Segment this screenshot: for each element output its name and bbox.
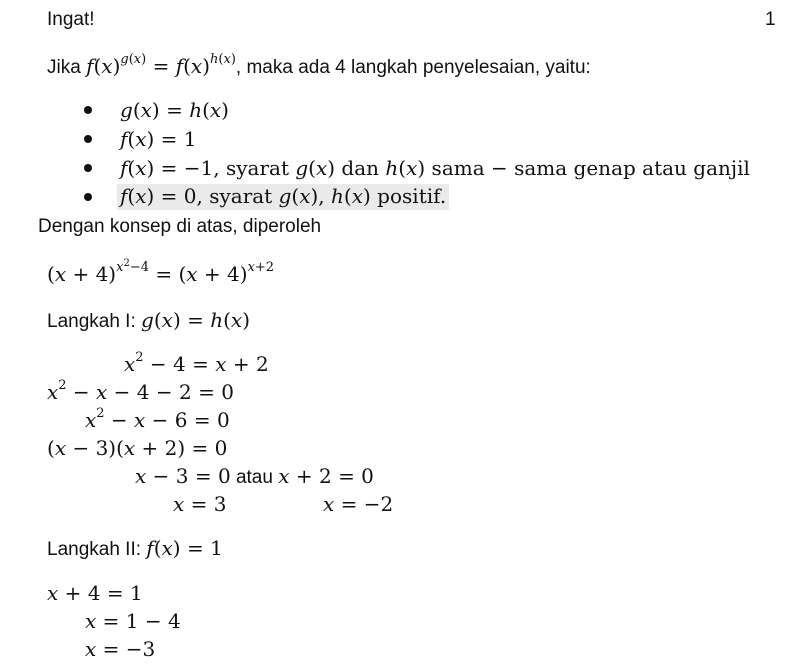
condition-4-highlight: f(x) = 0, syarat g(x), h(x) positif. [117, 184, 449, 210]
main-equation: $(x + 4)^{x^2-4} = (x + 4)^{x+2}$ [47, 258, 275, 286]
step1-title: Langkah I: [47, 311, 142, 332]
condition-3-text-2: dan [335, 156, 386, 180]
bullet-dot [84, 193, 92, 201]
condition-2: f(x) = 1 [120, 127, 197, 151]
rule-prefix: Jika [47, 57, 87, 78]
condition-4-text-1: , syarat [196, 184, 279, 208]
condition-3-text-3: sama − sama genap atau ganjil [425, 156, 750, 180]
condition-4 [120, 186, 449, 206]
condition-4-text-2: positif. [370, 184, 447, 208]
step1-solution-1: x = 3 [173, 492, 227, 516]
intro-text: Dengan konsep di atas, diperoleh [38, 216, 322, 237]
condition-1: g(x) = h(x) [120, 98, 229, 122]
bullet-dot [84, 135, 92, 143]
step1-line-1: $x^2 - 4 = x + 2$ [124, 350, 269, 376]
step1-line-3: $x^2 - x - 6 = 0$ [85, 406, 230, 432]
condition-3: f(x) = −1, syarat g(x) dan h(x) sama − sama genap atau ganjil [120, 156, 750, 180]
rule-equation: $f(x)^{g(x)} = f(x)^{h(x)}$ [86, 52, 236, 78]
step1-solution-2: x = −2 [323, 492, 394, 516]
step1-line-5: x − 3 = 0 atau x + 2 = 0 [135, 464, 374, 488]
page-number: 1 [765, 9, 776, 30]
bullet-dot [84, 106, 92, 114]
rule-sentence [47, 52, 591, 78]
step2-title: Langkah II: [47, 539, 147, 560]
step2-heading: Langkah II: f(x) = 1 [47, 536, 223, 560]
step1-line-4: (x − 3)(x + 2) = 0 [47, 436, 228, 460]
step1-or: atau [230, 467, 279, 488]
condition-3-text-1: , syarat [213, 156, 296, 180]
step2-line-3: x = −3 [85, 637, 156, 661]
step2-line-1: x + 4 = 1 [47, 581, 143, 605]
heading-ingat: Ingat! [47, 9, 95, 30]
bullet-dot [84, 164, 92, 172]
step1-line-2: $x^2 - x - 4 - 2 = 0$ [47, 378, 234, 404]
step2-line-2: x = 1 − 4 [85, 609, 181, 633]
step1-heading: Langkah I: g(x) = h(x) [47, 308, 251, 332]
rule-suffix: , maka ada 4 langkah penyelesaian, yaitu: [235, 57, 591, 78]
